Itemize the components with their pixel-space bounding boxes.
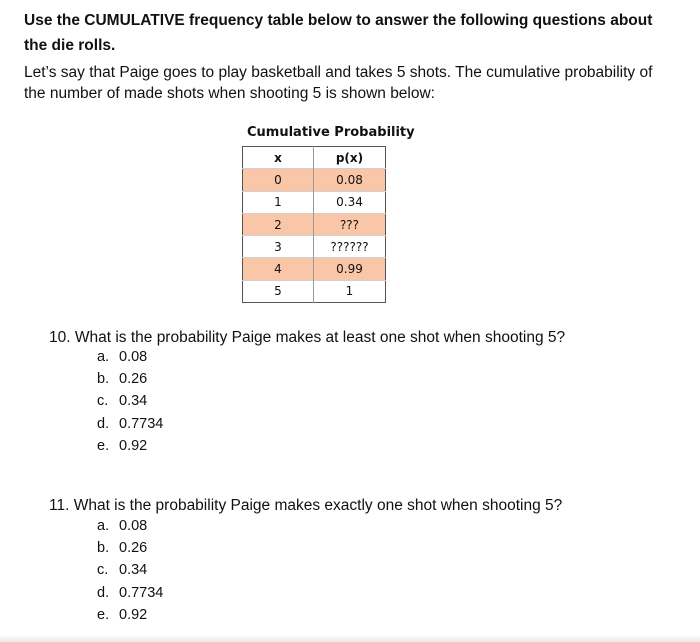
question-11-options (97, 515, 163, 626)
option-letter: b. (97, 540, 110, 557)
option-a (97, 515, 163, 537)
table-row (243, 280, 386, 302)
option-value: 0.7734 (119, 415, 164, 432)
option-letter: b. (97, 371, 110, 388)
option-e (97, 435, 163, 457)
cell-x: 4 (243, 258, 314, 280)
page-bottom-edge (0, 634, 700, 642)
cell-x: 3 (243, 236, 314, 258)
option-letter: a. (97, 518, 110, 534)
cell-p: 0.34 (314, 191, 386, 213)
option-c (97, 390, 163, 412)
table-title: Cumulative Probability (247, 125, 415, 140)
column-header-x: x (243, 147, 314, 169)
cell-x: 0 (243, 169, 314, 191)
option-value: 0.34 (119, 562, 148, 579)
option-letter: e. (97, 606, 110, 623)
cumulative-probability-table (242, 146, 386, 303)
option-value: 0.08 (119, 349, 148, 365)
option-value: 0.08 (119, 518, 148, 534)
option-e (97, 604, 163, 626)
option-a (97, 346, 163, 368)
cell-p: 0.99 (314, 258, 386, 280)
cell-x: 5 (243, 280, 314, 302)
question-11-text: 11. What is the probability Paige makes exactly one shot when shooting 5? (49, 497, 563, 514)
option-letter: a. (97, 349, 110, 365)
option-d (97, 582, 163, 604)
table-row (243, 258, 386, 280)
option-value: 0.92 (119, 437, 148, 454)
option-letter: d. (97, 584, 110, 601)
option-c (97, 559, 163, 581)
option-letter: c. (97, 562, 109, 579)
option-b (97, 537, 163, 559)
option-b (97, 368, 163, 390)
cell-p: ?????? (314, 236, 386, 258)
question-10-options (97, 346, 163, 457)
cell-x: 2 (243, 213, 314, 235)
option-value: 0.34 (119, 393, 148, 410)
cell-p: 0.08 (314, 169, 386, 191)
option-letter: e. (97, 437, 110, 454)
intro-paragraph: Let’s say that Paige goes to play basketball and takes 5 shots. The cumulative probability of the number of made shots when shooting 5 is shown below: (24, 64, 653, 102)
option-d (97, 413, 163, 435)
table-row (243, 213, 386, 235)
cell-p: 1 (314, 280, 386, 302)
option-value: 0.26 (119, 540, 148, 557)
table-header-row (243, 147, 386, 169)
question-10-text: 10. What is the probability Paige makes at least one shot when shooting 5? (49, 329, 566, 346)
cell-p: ??? (314, 213, 386, 235)
cell-x: 1 (243, 191, 314, 213)
option-letter: d. (97, 415, 110, 432)
option-value: 0.7734 (119, 584, 164, 601)
instructions-heading: Use the CUMULATIVE frequency table below to answer the following questions about the die rolls. (24, 12, 653, 54)
option-value: 0.26 (119, 371, 148, 388)
option-value: 0.92 (119, 606, 148, 623)
option-letter: c. (97, 393, 109, 410)
table-row (243, 169, 386, 191)
table-row (243, 191, 386, 213)
table-row (243, 236, 386, 258)
column-header-p: p(x) (335, 150, 364, 165)
